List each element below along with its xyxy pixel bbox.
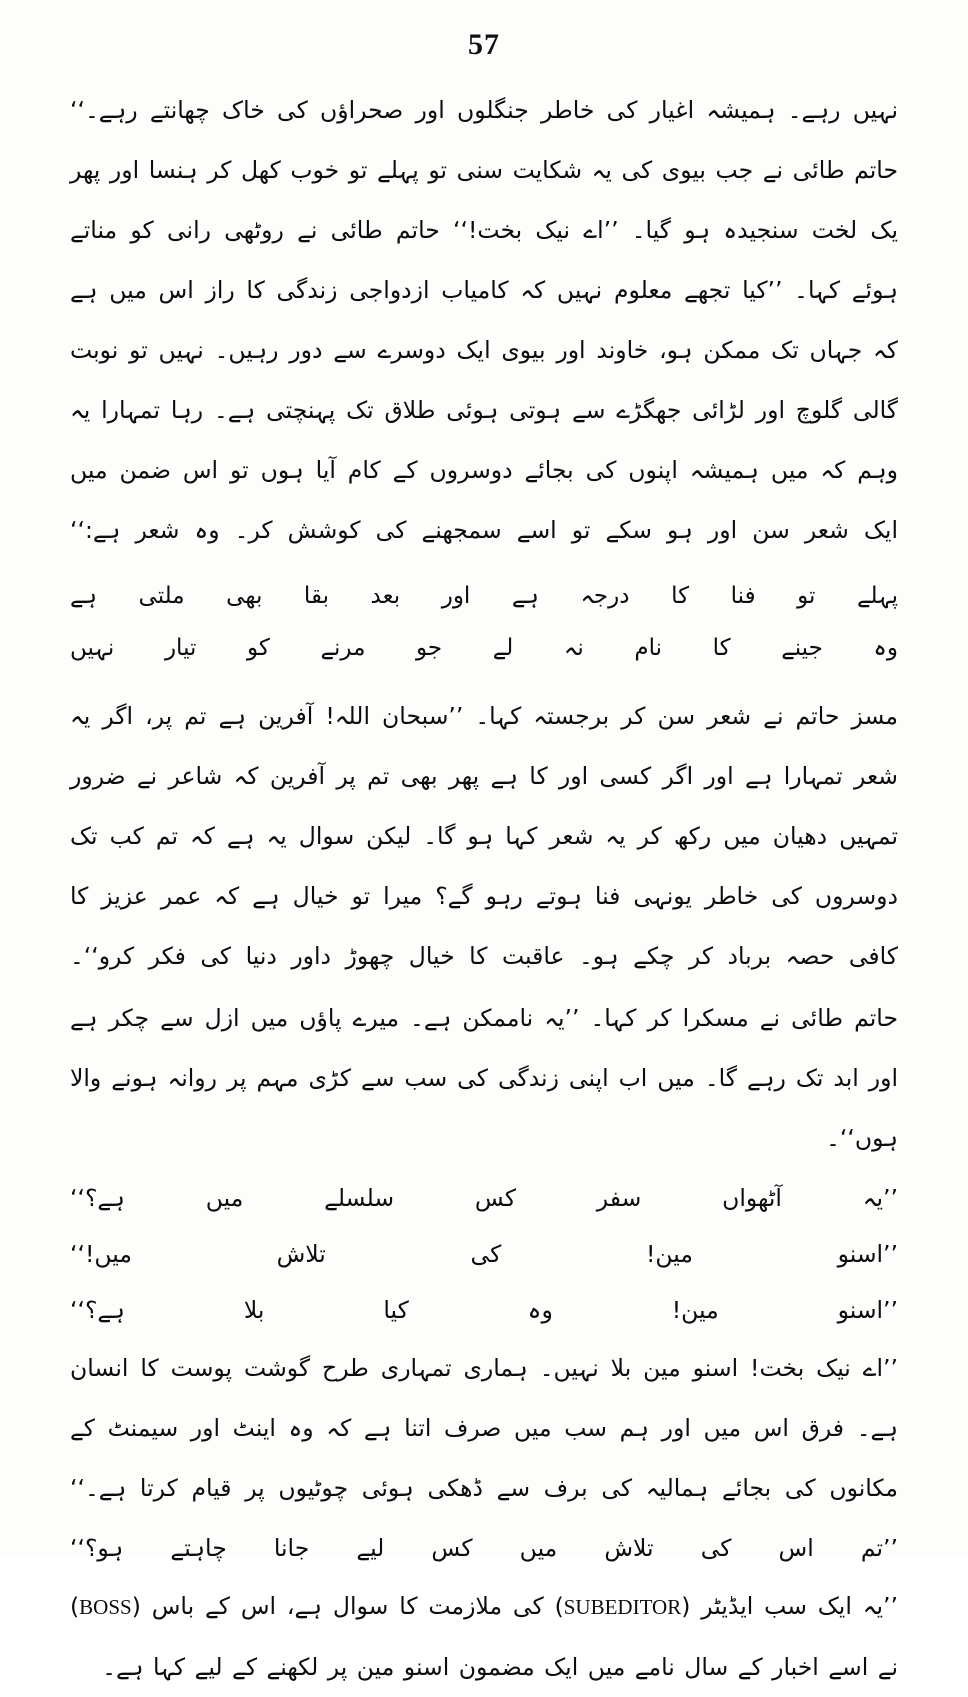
dialogue-line-1: ’’یہ آٹھواں سفر کس سلسلے میں ہے؟‘‘ [70,1184,898,1212]
verse-line-2: وہ جینے کا نام نہ لے جو مرنے کو تیار نہیں [70,635,898,661]
paragraph-5-suffix: ) نے اسے اخبار کے سال نامے میں ایک مضمون اسنو مین پر لکھنے کے لیے کہا ہے۔ [70,1592,898,1681]
paragraph-1: نہیں رہے۔ ہمیشہ اغیار کی خاطر جنگلوں اور صحراؤں کی خاک چھانتے رہے۔‘‘ حاتم طائی نے جب بیوی کی یہ شکایت سنی تو پہلے تو خوب کھل کر ہنسا اور پھر یک لخت سنجیدہ ہو گیا۔ ’’اے نیک بخت!‘‘ حاتم طائی نے روٹھی رانی کو مناتے ہوئے کہا۔ ’’کیا تجھے معلوم نہیں کہ کامیاب ازدواجی زندگی کا راز اس میں ہے کہ جہاں تک ممکن ہو، خاوند اور بیوی ایک دوسرے سے دور رہیں۔ نہیں تو نوبت گالی گلوچ اور لڑائی جھگڑے سے ہوتی ہوئی طلاق تک پہنچتی ہے۔ رہا تمہارا یہ وہم کہ میں ہمیشہ اپنوں کی بجائے دوسروں کے کام آیا ہوں تو اس ضمن میں ایک شعر سن اور ہو سکے تو اسے سمجھنے کی کوشش کر۔ وہ شعر ہے:‘‘ [70,96,898,544]
paragraph-5-middle: ) کی ملازمت کا سوال ہے، اس کے باس ( [131,1592,564,1620]
term-boss: BOSS [79,1595,132,1619]
term-subeditor: SUBEDITOR [563,1595,682,1619]
verse-block [70,570,898,674]
dialogue-line-2: ’’اسنو مین! کی تلاش میں!‘‘ [70,1240,898,1268]
paragraph-4: ’’اے نیک بخت! اسنو مین بلا نہیں۔ ہماری تمہاری طرح گوشت پوست کا انسان ہے۔ فرق اس میں اور ہم سب میں صرف اتنا ہے کہ وہ اینٹ اور سیمنٹ کے مکانوں کی بجائے ہمالیہ کی برف سے ڈھکی ہوئی چوٹیوں پر قیام کرتا ہے۔‘‘ [70,1354,898,1502]
page-body [70,80,898,1697]
paragraph-3: حاتم طائی نے مسکرا کر کہا۔ ’’یہ ناممکن ہے۔ میرے پاؤں میں ازل سے چکر ہے اور ابد تک رہے گا۔ میں اب اپنی زندگی کی سب سے کڑی مہم پر روانہ ہونے والا ہوں‘‘۔ [70,1004,898,1152]
paragraph-5 [70,1576,898,1697]
verse-line-1: پہلے تو فنا کا درجہ ہے اور بعد بقا بھی ملتی ہے [70,583,898,609]
paragraph-5-prefix: ’’یہ ایک سب ایڈیٹر ( [681,1592,898,1620]
paragraph-2: مسز حاتم نے شعر سن کر برجستہ کہا۔ ’’سبحان اللہ! آفرین ہے تم پر، اگر یہ شعر تمہارا ہے اور اگر کسی اور کا ہے پھر بھی تم پر آفرین کہ شاعر نے ضرور تمہیں دھیان میں رکھ کر یہ شعر کہا ہو گا۔ لیکن سوال یہ ہے کہ تم کب تک دوسروں کی خاطر یونہی فنا ہوتے رہو گے؟ میرا تو خیال ہے کہ عمر عزیز کا کافی حصہ برباد کر چکے ہو۔ عاقبت کا خیال چھوڑ داور دنیا کی فکر کرو‘‘۔ [70,702,898,970]
dialogue-line-4: ’’تم اس کی تلاش میں کس لیے جانا چاہتے ہو؟‘‘ [70,1534,898,1562]
page-number: 57 [468,28,500,61]
dialogue-line-3: ’’اسنو مین! وہ کیا بلا ہے؟‘‘ [70,1296,898,1324]
